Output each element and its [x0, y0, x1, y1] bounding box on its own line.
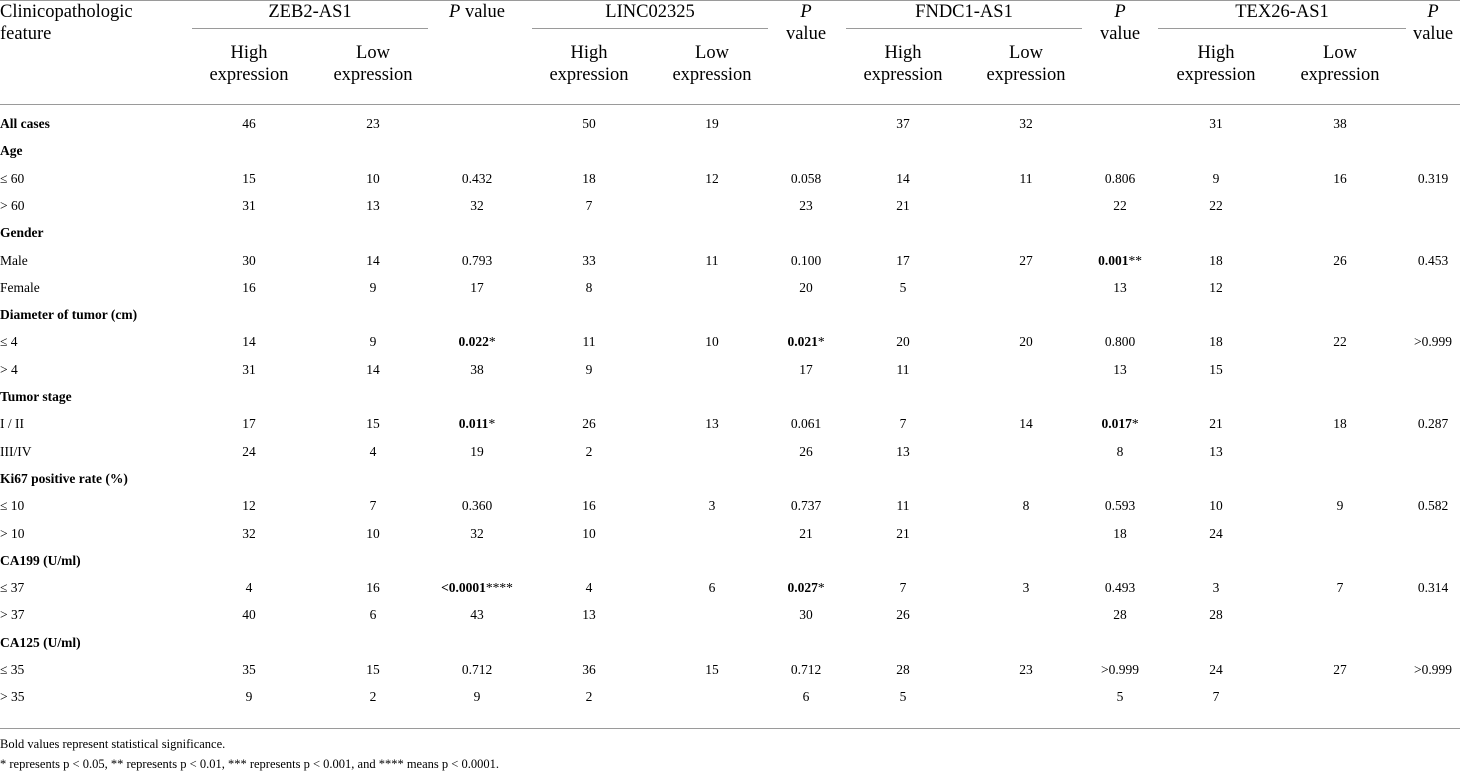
gene-header-fndc: FNDC1-AS1	[915, 2, 1013, 22]
section-heading: Ki67 positive rate (%)	[0, 470, 128, 486]
table-cell: 14	[1019, 416, 1033, 432]
table-cell: 21	[896, 525, 910, 541]
table-cell: 24	[242, 443, 256, 459]
table-cell: 11	[582, 334, 596, 350]
row-label: ≤ 4	[0, 334, 18, 350]
table-cell: 9	[1212, 170, 1220, 186]
table-cell: 18	[1113, 525, 1127, 541]
section-heading: Tumor stage	[0, 389, 72, 404]
table-cell: 13	[1113, 279, 1127, 295]
row-label: > 4	[0, 361, 18, 377]
table-cell: 9	[1336, 498, 1344, 514]
table-cell: 27	[1333, 662, 1347, 677]
row-label: ≤ 60	[0, 170, 25, 186]
table-cell: 0.319	[1417, 170, 1449, 186]
table-cell	[458, 335, 495, 349]
table-cell: 20	[896, 334, 910, 350]
table-cell: 18	[1209, 334, 1223, 350]
zeb2-low-header: Low expression	[333, 43, 413, 85]
table-cell: 18	[582, 170, 596, 186]
section-heading: CA125 (U/ml)	[0, 634, 81, 650]
table-cell: 21	[896, 197, 910, 213]
table-cell: 16	[582, 498, 596, 514]
row-label: ≤ 37	[0, 580, 25, 596]
table-cell: 0.593	[1104, 498, 1136, 514]
table-cell: 9	[245, 689, 253, 705]
row-label: III/IV	[0, 443, 32, 459]
table-cell: 36	[582, 662, 596, 677]
significant-value: 0.021	[787, 334, 818, 350]
table-cell: 28	[1113, 607, 1127, 623]
table-cell: 7	[1336, 580, 1344, 596]
significance-stars: *	[488, 334, 496, 350]
table-cell: 0.712	[790, 662, 822, 677]
table-cell: 0.800	[1104, 334, 1136, 350]
row-label: > 35	[0, 689, 25, 705]
table-cell: 30	[799, 607, 813, 623]
table-cell	[787, 335, 824, 349]
significant-value: 0.001	[1098, 252, 1129, 268]
row-label: ≤ 10	[0, 498, 25, 514]
tex-group-rule	[1158, 28, 1406, 29]
table-cell: 0.793	[461, 252, 493, 268]
table-cell: 0.061	[790, 416, 822, 432]
zeb2-high-header: High expression	[209, 43, 289, 85]
table-cell: 19	[705, 116, 719, 131]
table-cell: 0.058	[790, 170, 822, 186]
table-cell: 13	[366, 197, 380, 213]
table-cell: 10	[705, 334, 719, 350]
table-cell	[1101, 417, 1138, 431]
table-cell: 13	[896, 443, 910, 459]
table-cell: 4	[245, 580, 253, 596]
table-cell	[459, 417, 495, 431]
feature-header	[0, 1, 133, 45]
table-cell: 15	[705, 662, 719, 677]
table-cell: 32	[1019, 116, 1033, 131]
p-value-header-1: P value	[449, 2, 505, 22]
table-cell: 0.100	[790, 252, 822, 268]
section-heading: CA199 (U/ml)	[0, 552, 81, 568]
table-cell: 0.453	[1417, 252, 1449, 268]
table-cell: 12	[242, 498, 256, 514]
table-cell: 16	[242, 279, 256, 295]
significance-stars: *	[1131, 416, 1139, 432]
table-cell: 22	[1209, 197, 1223, 213]
table-cell: 5	[1116, 689, 1124, 705]
table-cell	[787, 581, 824, 595]
row-label: Male	[0, 252, 28, 268]
table-cell: 9	[473, 689, 481, 705]
gene-header-zeb2: ZEB2-AS1	[268, 2, 352, 22]
table-cell: 13	[1209, 443, 1223, 459]
fndc-high-header: High expression	[863, 43, 943, 85]
table-cell: 38	[1333, 116, 1347, 131]
table-cell: 16	[1333, 170, 1347, 186]
row-label: > 37	[0, 607, 25, 623]
table-cell: 10	[1209, 498, 1223, 514]
table-cell: 23	[799, 197, 813, 213]
table-cell: 19	[470, 443, 484, 459]
table-cell: 15	[366, 416, 380, 432]
table-cell: 46	[242, 116, 256, 131]
table-cell: 21	[799, 525, 813, 541]
table-cell: 35	[242, 662, 256, 677]
table-cell: 40	[242, 607, 256, 623]
table-cell: 24	[1209, 525, 1223, 541]
table-cell: 10	[366, 170, 380, 186]
table-cell: 21	[1209, 416, 1223, 432]
feature-header-line1: Clinicopathologic	[0, 2, 133, 22]
table-cell: 24	[1209, 662, 1223, 677]
table-cell: 28	[1209, 607, 1223, 623]
row-label: All cases	[0, 116, 50, 131]
table-cell: 26	[1333, 252, 1347, 268]
table-cell: 14	[366, 361, 380, 377]
table-cell: 31	[242, 197, 256, 213]
table-cell: 10	[582, 525, 596, 541]
table-cell	[441, 581, 513, 595]
table-cell: 11	[705, 252, 719, 268]
table-cell: 31	[1209, 116, 1223, 131]
table-cell: 15	[366, 662, 380, 677]
fndc-low-header: Low expression	[986, 43, 1066, 85]
p-value-header-4: P value	[1412, 2, 1454, 44]
table-cell: 2	[369, 689, 377, 705]
table-cell: 8	[1116, 443, 1124, 459]
table-cell: 33	[582, 252, 596, 268]
table-cell: 43	[470, 607, 484, 623]
significant-value: 0.022	[458, 334, 489, 350]
table-cell: 7	[369, 498, 377, 514]
table-cell: 7	[899, 580, 907, 596]
fndc-group-rule	[846, 28, 1082, 29]
table-cell: 0.493	[1104, 580, 1136, 596]
table-cell: 26	[582, 416, 596, 432]
table-cell: 0.314	[1417, 580, 1449, 596]
table-cell: 32	[242, 525, 256, 541]
tex-low-header: Low expression	[1300, 43, 1380, 85]
section-heading: Age	[0, 143, 23, 159]
table-cell: 20	[799, 279, 813, 295]
significant-value: 0.027	[787, 580, 818, 596]
significant-value: <0.0001	[441, 580, 486, 596]
section-heading: Diameter of tumor (cm)	[0, 307, 138, 323]
table-cell: 15	[1209, 361, 1223, 377]
table-cell: 8	[585, 279, 593, 295]
table-cell: 50	[582, 116, 596, 131]
table-cell: 9	[369, 279, 377, 295]
tex-high-header: High expression	[1176, 43, 1256, 85]
table-cell: 27	[1019, 252, 1033, 268]
table-cell: 11	[896, 498, 910, 514]
table-cell: 6	[802, 689, 810, 705]
table-cell: 23	[1019, 662, 1033, 677]
table-cell: 0.287	[1417, 416, 1449, 432]
table-cell: 6	[369, 607, 377, 623]
table-cell: 22	[1113, 197, 1127, 213]
footnote-bold: Bold values represent statistical significance.	[0, 737, 226, 751]
table-bottom-rule	[0, 728, 1460, 729]
table-cell: 31	[242, 361, 256, 377]
table-cell: 38	[470, 361, 484, 377]
table-cell: 15	[242, 170, 256, 186]
significance-stars: ****	[485, 580, 513, 596]
table-cell: 12	[1209, 279, 1223, 295]
feature-header-line2: feature	[0, 24, 52, 44]
table-cell: 18	[1209, 252, 1223, 268]
table-cell: 7	[899, 416, 907, 432]
table-cell: 7	[1212, 689, 1220, 705]
gene-header-linc: LINC02325	[605, 2, 695, 22]
section-heading: Gender	[0, 225, 44, 241]
table-cell: 17	[896, 252, 910, 268]
row-label: ≤ 35	[0, 662, 25, 677]
table-cell: >0.999	[1414, 662, 1452, 677]
table-cell: 26	[896, 607, 910, 623]
table-cell: 9	[585, 361, 593, 377]
p-value-header-2: P value	[785, 2, 827, 44]
significant-value: 0.011	[458, 416, 489, 432]
table-cell: 3	[1212, 580, 1220, 596]
table-cell: 2	[585, 443, 593, 459]
row-label: > 60	[0, 197, 25, 213]
table-cell: 0.806	[1104, 170, 1136, 186]
linc-group-rule	[532, 28, 768, 29]
table-cell: 13	[1113, 361, 1127, 377]
table-cell: 9	[369, 334, 377, 350]
table-cell: 0.737	[790, 498, 822, 514]
table-cell: 5	[899, 689, 907, 705]
table-cell: 6	[708, 580, 716, 596]
table-cell: 14	[242, 334, 256, 350]
table-cell: 23	[366, 116, 380, 131]
table-cell: 13	[582, 607, 596, 623]
footnote-significance: * represents p < 0.05, ** represents p < 0.01, *** represents p < 0.001, and **** means p < 0.0001.	[0, 757, 499, 771]
table-cell: 0.712	[461, 662, 493, 677]
table-cell	[1098, 254, 1142, 268]
gene-header-tex: TEX26-AS1	[1235, 2, 1329, 22]
table-cell: 11	[1019, 170, 1033, 186]
table-cell: 8	[1022, 498, 1030, 514]
table-cell: 26	[799, 443, 813, 459]
table-cell: 11	[896, 361, 910, 377]
table-cell: 0.360	[461, 498, 493, 514]
table-cell: 37	[896, 116, 910, 131]
table-cell: 14	[896, 170, 910, 186]
header-bottom-rule	[0, 104, 1460, 105]
row-label: I / II	[0, 416, 24, 432]
significance-stars: *	[488, 416, 496, 432]
significant-value: 0.017	[1101, 416, 1132, 432]
table-cell: 3	[708, 498, 716, 514]
table-cell: 7	[585, 197, 593, 213]
table-cell: 0.582	[1417, 498, 1449, 514]
linc-high-header: High expression	[549, 43, 629, 85]
row-label: > 10	[0, 525, 25, 541]
table-cell: 4	[369, 443, 377, 459]
significance-stars: *	[817, 334, 825, 350]
significance-stars: *	[817, 580, 825, 596]
table-cell: >0.999	[1414, 334, 1452, 350]
table-cell: 30	[242, 252, 256, 268]
table-cell: 2	[585, 689, 593, 705]
table-cell: 22	[1333, 334, 1347, 350]
table-cell: 28	[896, 662, 910, 677]
table-cell: 17	[242, 416, 256, 432]
table-cell: 12	[705, 170, 719, 186]
table-cell: 16	[366, 580, 380, 596]
row-label: Female	[0, 279, 40, 295]
table-cell: 0.432	[461, 170, 493, 186]
table-cell: 3	[1022, 580, 1030, 596]
table-cell: 5	[899, 279, 907, 295]
significance-stars: **	[1128, 252, 1142, 268]
linc-low-header: Low expression	[672, 43, 752, 85]
table-cell: 17	[799, 361, 813, 377]
table-cell: 4	[585, 580, 593, 596]
table-cell: 14	[366, 252, 380, 268]
table-cell: 32	[470, 525, 484, 541]
table-cell: 32	[470, 197, 484, 213]
table-cell: 18	[1333, 416, 1347, 432]
table-cell: >0.999	[1101, 662, 1139, 677]
table-cell: 17	[470, 279, 484, 295]
p-value-header-3: P value	[1099, 2, 1141, 44]
table-cell: 10	[366, 525, 380, 541]
zeb2-group-rule	[192, 28, 428, 29]
table-cell: 20	[1019, 334, 1033, 350]
table-cell: 13	[705, 416, 719, 432]
